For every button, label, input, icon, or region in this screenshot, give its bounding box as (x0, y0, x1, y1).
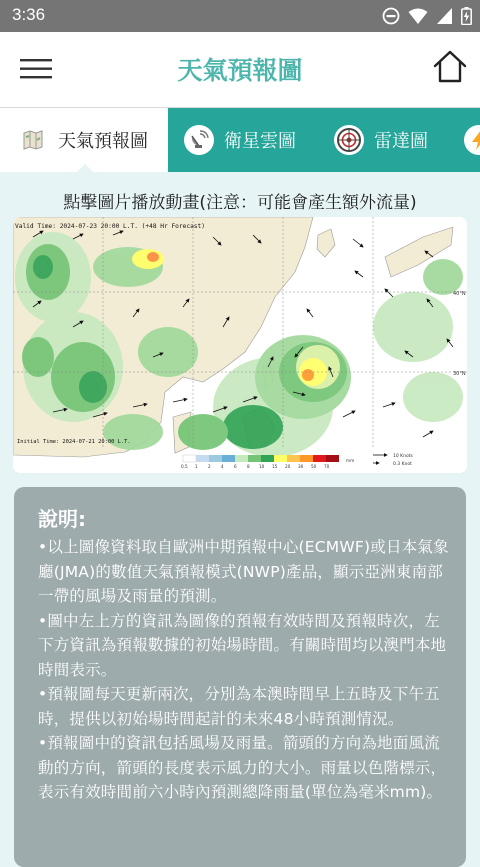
description-title: 說明: (38, 507, 86, 531)
description-list (38, 535, 450, 805)
description-item: •預報圖每天更新兩次，分別為本澳時間早上五時及下午五時，提供以初始場時間起計的未來48小時預測情況。 (38, 685, 440, 728)
tab-forecast-chart-label: 天氣預報圖 (58, 131, 148, 152)
wind-legend-10-knots: 10 Knots (393, 454, 413, 459)
radar-icon (334, 125, 364, 155)
status-icons (382, 7, 472, 25)
map-icon (18, 125, 48, 155)
forecast-map-canvas (13, 217, 467, 473)
signal-icon (436, 7, 453, 25)
legend-tick: 15 (272, 464, 278, 469)
active-tab-indicator (76, 164, 94, 172)
description-item: •圖中左上方的資訊為圖像的預報有效時間及預報時次，左下方資訊為預報數據的初始場時間。有關時間均以澳門本地時間表示。 (38, 611, 447, 679)
legend-tick: 1 (195, 464, 198, 469)
tab-radar[interactable] (334, 108, 428, 172)
tab-satellite-label: 衛星雲圖 (224, 131, 296, 152)
tab-forecast-chart[interactable] (0, 108, 168, 172)
animation-notice: 點擊圖片播放動畫(注意：可能會產生額外流量) (63, 193, 417, 213)
description-item: •預報圖中的資訊包括風場及雨量。箭頭的方向為地面風流動的方向，箭頭的長度表示風力的大小。雨量以色階標示，表示有效時間前六小時內預測總降雨量(單位為毫米mm)。 (38, 734, 447, 801)
initial-time-label: Initial Time: 2024-07-21 20:00 L.T. (17, 439, 131, 445)
dnd-icon (382, 7, 400, 25)
legend-unit: mm (346, 458, 355, 463)
page-title: 天氣預報圖 (177, 56, 303, 85)
lat-label: 30°N (453, 371, 466, 377)
legend-tick: 10 (259, 464, 265, 469)
tab-bar (0, 108, 480, 172)
legend-tick: 70 (324, 464, 330, 469)
legend-tick: 0.5 (181, 464, 188, 469)
legend-tick: 20 (285, 464, 291, 469)
legend-tick: 6 (234, 464, 237, 469)
forecast-map-image[interactable] (13, 217, 467, 473)
legend-tick: 8 (247, 464, 250, 469)
tab-lightning[interactable] (464, 108, 480, 172)
home-button[interactable] (432, 49, 468, 85)
home-icon (432, 49, 468, 85)
satellite-dish-icon (184, 125, 214, 155)
lightning-icon (464, 125, 480, 155)
status-time: 3:36 (12, 5, 46, 24)
legend-tick: 50 (311, 464, 317, 469)
tab-radar-label: 雷達圖 (374, 131, 428, 152)
wifi-icon (408, 7, 428, 25)
description-item: •以上圖像資料取自歐洲中期預報中心(ECMWF)或日本氣象廳(JMA)的數值天氣預報模式(NWP)產品，顯示亞洲東南部一帶的風場及雨量的預測。 (38, 538, 449, 605)
app-bar (0, 32, 480, 108)
legend-tick: 2 (208, 464, 211, 469)
wind-legend-03-knot: 0.3 Knot (393, 462, 412, 467)
lat-label: 40°N (453, 291, 466, 297)
legend-tick: 30 (298, 464, 304, 469)
description-card (14, 487, 466, 867)
status-bar (0, 0, 480, 32)
tab-satellite[interactable] (184, 108, 296, 172)
legend-tick: 4 (221, 464, 224, 469)
battery-charging-icon (461, 7, 472, 25)
valid-time-label: Valid Time: 2024-07-23 20:00 L.T. (+48 Hr Forecast) (15, 223, 205, 230)
